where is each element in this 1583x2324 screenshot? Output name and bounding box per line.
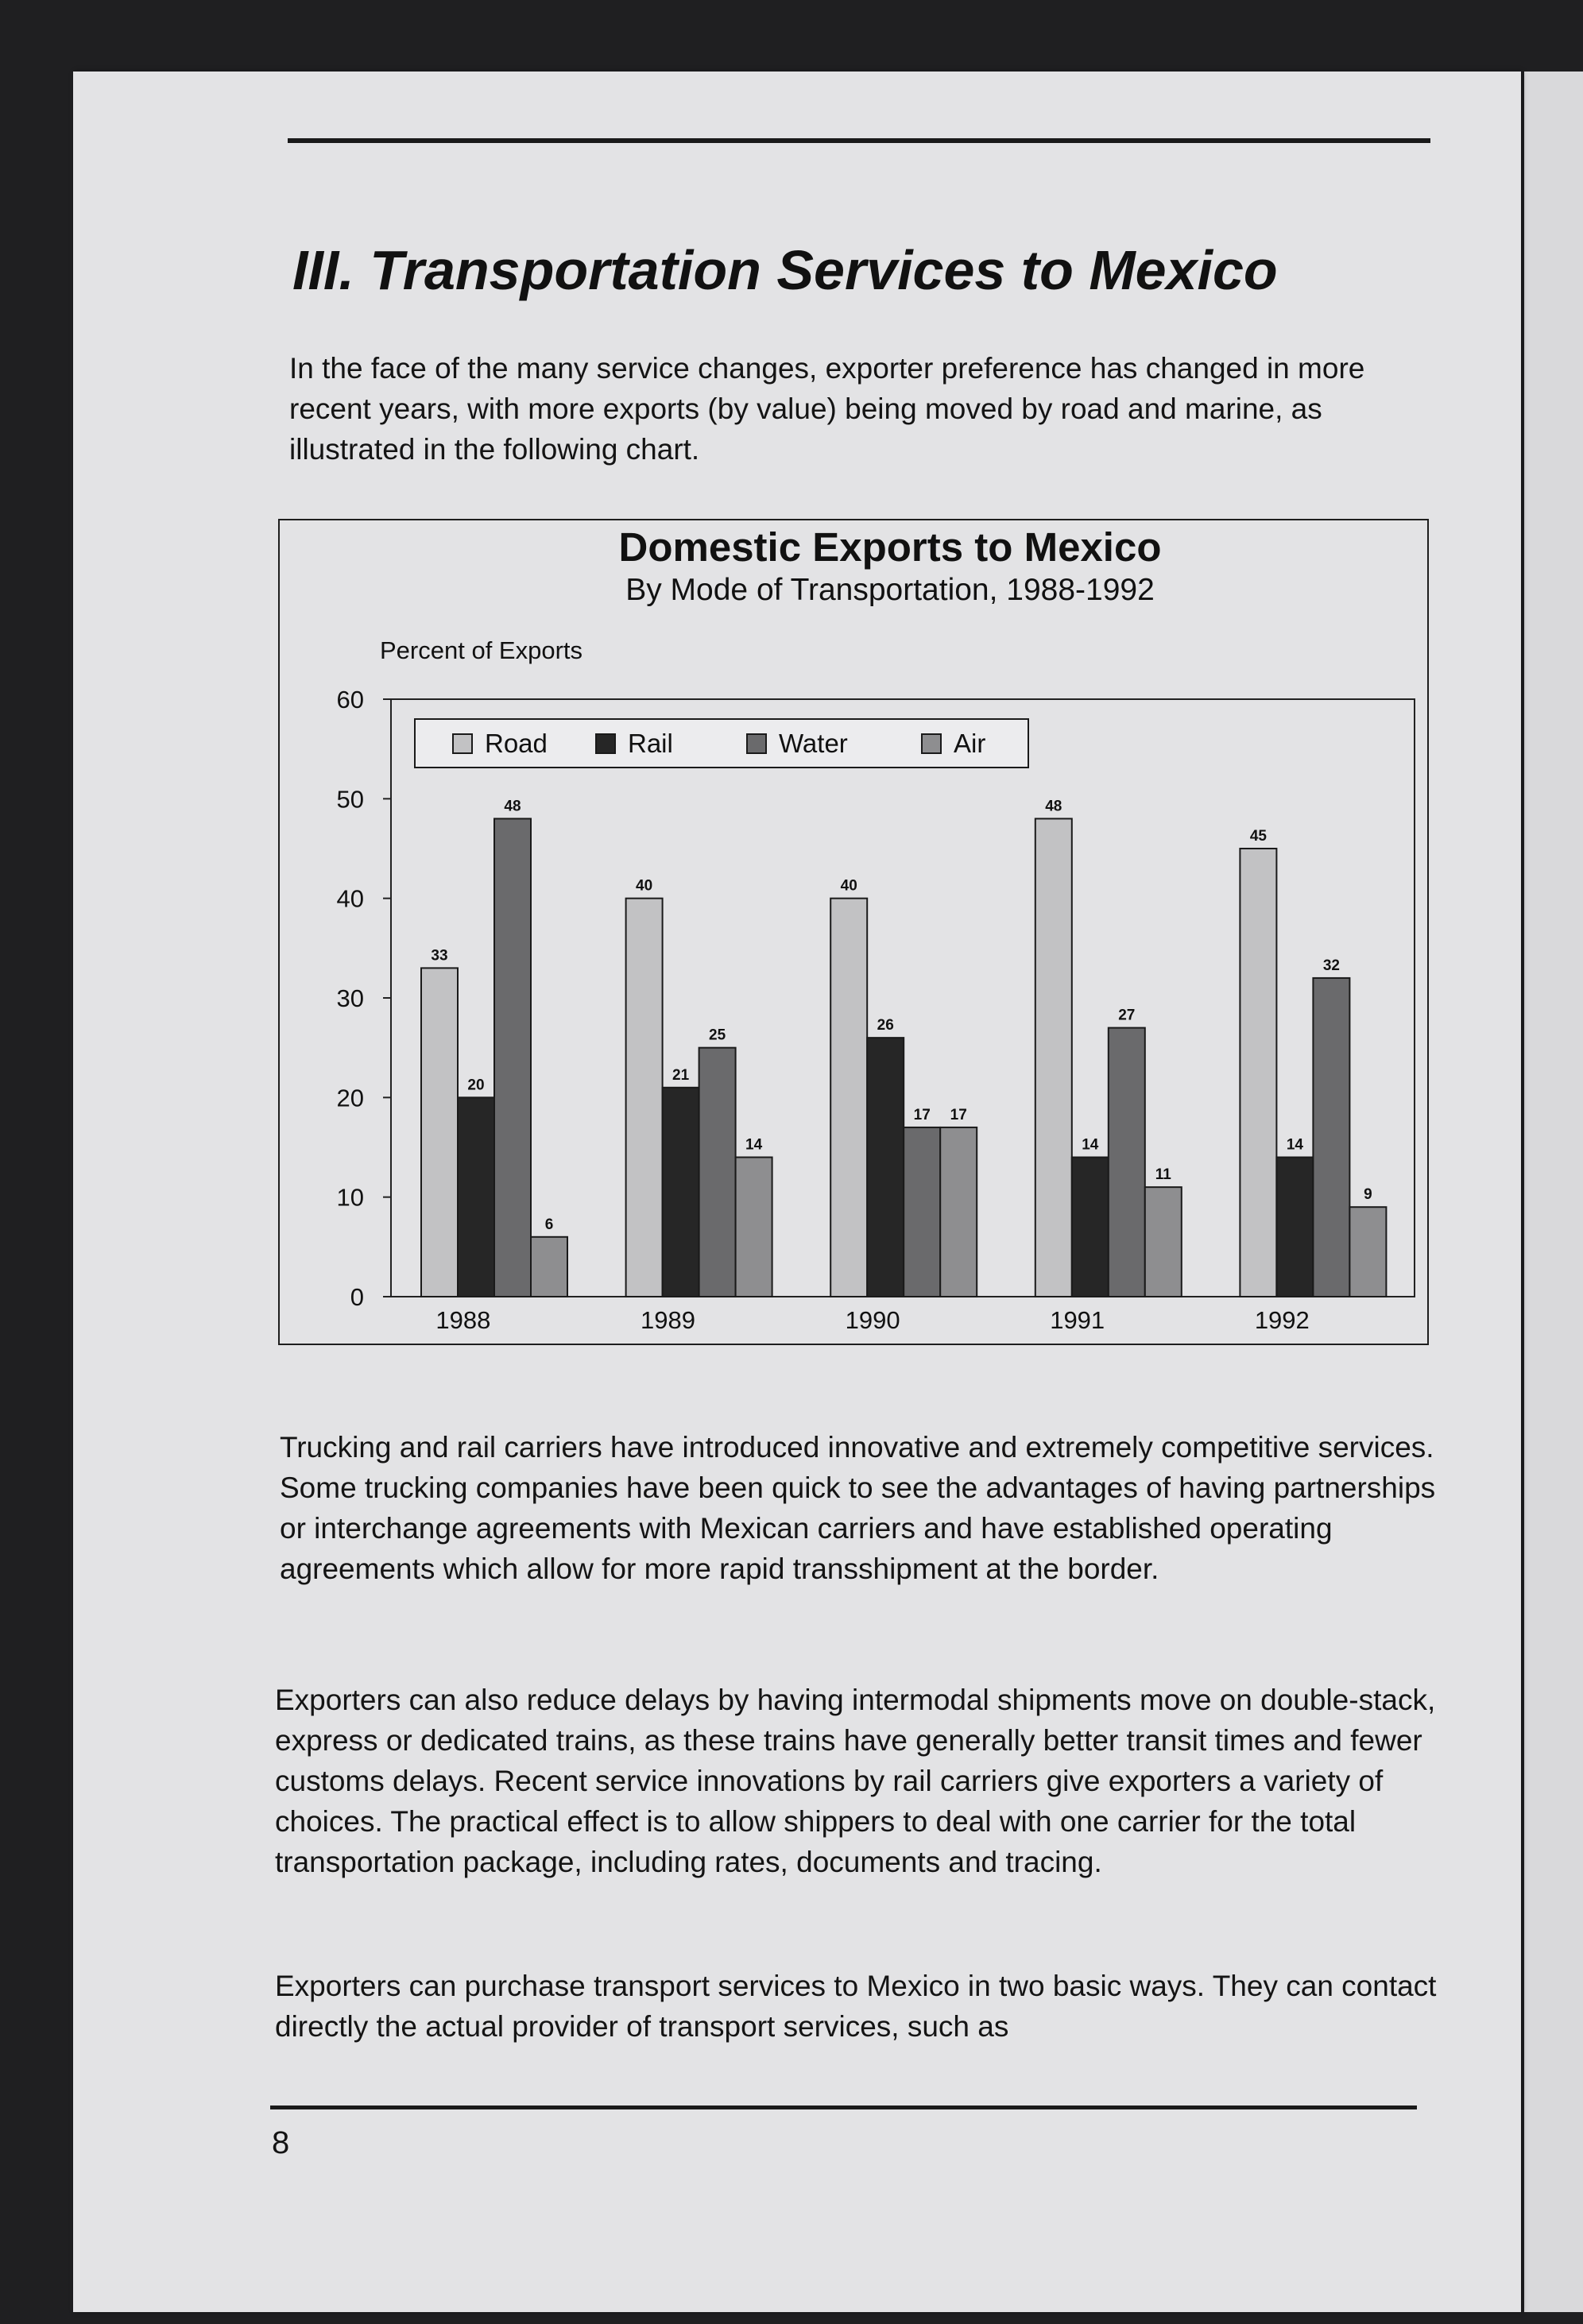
data-label: 48 [1045,798,1062,815]
data-label: 32 [1322,957,1340,974]
data-label: 14 [1082,1136,1099,1154]
chart-plot-area [337,686,1415,1334]
bar-rail [867,1038,904,1297]
legend-label-water: Water [779,729,848,758]
data-label: 45 [1249,828,1267,845]
page-number: 8 [272,2125,290,2160]
footer-rule [270,2106,1417,2109]
legend-label-rail: Rail [628,729,673,758]
bar-rail [1276,1158,1313,1297]
bar-air [1349,1207,1386,1297]
data-label: 14 [1286,1136,1303,1154]
header-rule [288,138,1430,143]
bar-air [940,1127,977,1297]
data-label: 25 [709,1027,726,1044]
purchase-services-paragraph: Exporters can purchase transport services to Mexico in two basic ways. They can contact directly the actual provider of transport services, such as [275,1970,1437,2043]
chart-legend [415,719,1028,768]
data-label: 9 [1364,1186,1372,1204]
y-axis-label: Percent of Exports [380,636,583,664]
y-tick-label: 20 [336,1084,364,1112]
y-tick-label: 10 [336,1183,364,1212]
bar-rail [458,1097,494,1297]
data-label: 40 [636,877,653,895]
bar-water [1109,1028,1145,1297]
intro-paragraph: In the face of the many service changes, exporter preference has changed in more recent years, with more exports (by value) being moved by road and marine, as illustrated in the following chart. [289,352,1365,466]
data-label: 11 [1155,1166,1171,1184]
bar-rail [663,1088,699,1297]
data-label: 6 [544,1216,554,1233]
page-title: III. Transportation Services to Mexico [292,239,1278,301]
data-label: 17 [950,1106,967,1123]
bar-air [1145,1187,1182,1297]
x-tick-label: 1988 [435,1306,491,1334]
data-label: 14 [745,1136,763,1154]
adjacent-page-edge [1524,72,1583,2312]
document-page [73,72,1521,2312]
bar-water [494,818,531,1297]
data-label: 17 [913,1106,931,1123]
intermodal-paragraph: Exporters can also reduce delays by having intermodal shipments move on double-stack, express or dedicated trains, as these trains have generally better transit times and fewer customs delays. Recent service innovations by rail carriers give exporters a variety of choices. The practical effect is to allow shippers to deal with one carrier for the total transportation package, including rates, documents and tracing. [275,1684,1436,1878]
bar-air [531,1237,567,1297]
bar-water [699,1048,736,1297]
y-tick-label: 40 [336,884,364,913]
x-tick-label: 1992 [1254,1306,1310,1334]
data-label: 20 [467,1077,485,1094]
bar-road [1240,849,1276,1297]
bar-rail [1072,1158,1109,1297]
y-tick-label: 0 [350,1283,364,1311]
data-label: 21 [672,1066,690,1084]
bar-road [626,899,663,1297]
trucking-rail-paragraph: Trucking and rail carriers have introduced innovative and extremely competitive services. Some trucking companies have been quick to see the advantages of having partnerships or interchange agreements with Mexican carriers and have established operating agreements which allow for more rapid transshipment at the border. [280,1431,1436,1585]
legend-swatch-water [747,734,766,753]
bar-water [1313,978,1349,1297]
legend-swatch-air [922,734,941,753]
legend-swatch-road [453,734,472,753]
x-tick-label: 1990 [845,1306,900,1334]
bar-water [904,1127,940,1297]
bar-road [1035,818,1072,1297]
y-tick-label: 30 [336,984,364,1012]
chart-title: Domestic Exports to Mexico [618,524,1162,570]
y-tick-label: 60 [336,686,364,713]
x-tick-label: 1991 [1050,1306,1105,1334]
legend-swatch-rail [596,734,615,753]
chart-canvas [280,520,1427,1344]
data-label: 26 [877,1017,894,1034]
legend-label-air: Air [954,729,986,758]
data-label: 40 [840,877,857,895]
bar-air [736,1158,772,1297]
legend-label-road: Road [485,729,548,758]
x-tick-label: 1989 [641,1306,695,1334]
bar-road [830,899,867,1297]
data-label: 48 [504,798,521,815]
data-label: 27 [1118,1007,1136,1024]
chart-subtitle: By Mode of Transportation, 1988-1992 [625,573,1155,607]
bar-road [421,968,458,1297]
y-tick-label: 50 [336,785,364,814]
data-label: 33 [431,947,448,965]
bar-chart [278,519,1429,1345]
